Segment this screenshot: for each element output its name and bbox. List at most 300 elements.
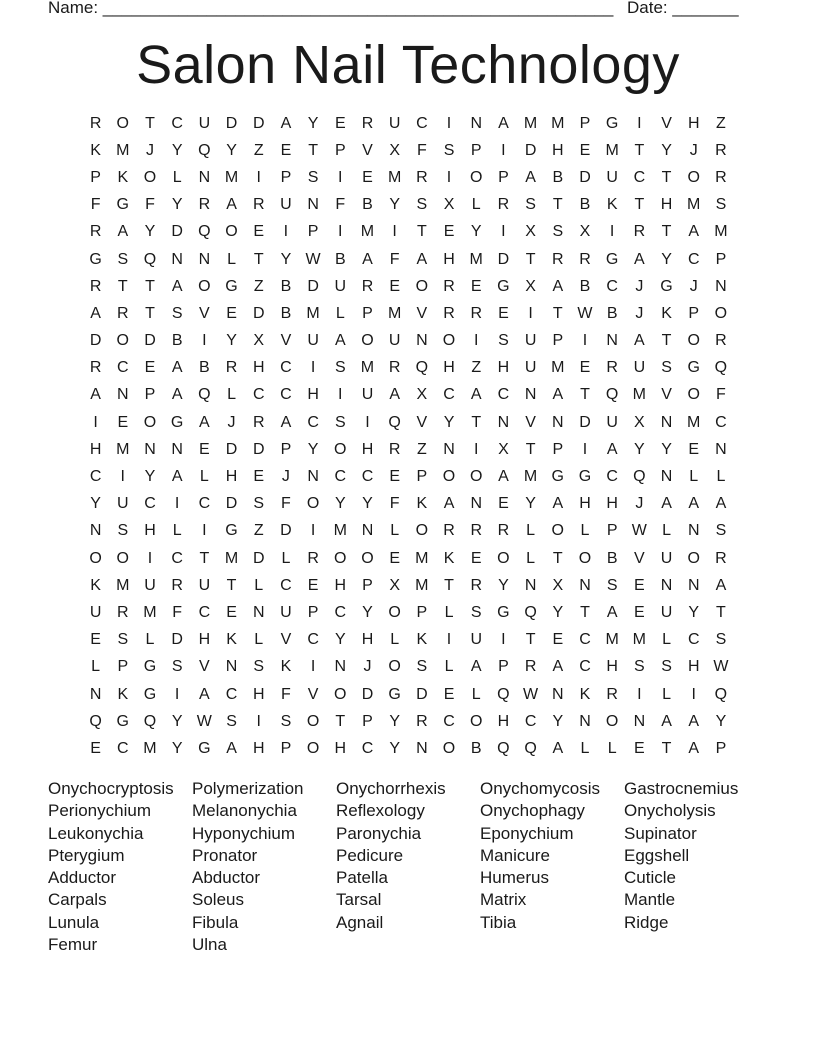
grid-cell[interactable]: M	[687, 413, 701, 431]
grid-cell[interactable]: I	[446, 168, 452, 186]
grid-cell[interactable]: D	[171, 223, 183, 241]
grid-cell[interactable]: Z	[416, 440, 427, 458]
grid-cell[interactable]: M	[523, 114, 538, 132]
grid-cell[interactable]: G	[143, 658, 157, 676]
grid-cell[interactable]: S	[117, 631, 129, 649]
grid-cell[interactable]: C	[280, 386, 292, 404]
grid-cell[interactable]: Q	[89, 712, 102, 730]
grid-cell[interactable]: Y	[334, 631, 346, 649]
grid-cell[interactable]: L	[471, 196, 481, 214]
grid-cell[interactable]: M	[224, 168, 239, 186]
grid-cell[interactable]: R	[89, 359, 102, 377]
grid-cell[interactable]: K	[416, 495, 428, 513]
grid-cell[interactable]: R	[416, 712, 428, 730]
grid-cell[interactable]: V	[280, 332, 292, 350]
grid-cell[interactable]: R	[579, 250, 591, 268]
grid-cell[interactable]: M	[116, 576, 130, 594]
grid-cell[interactable]: U	[388, 114, 401, 132]
grid-cell[interactable]: Q	[415, 359, 429, 377]
grid-cell[interactable]: I	[501, 631, 506, 649]
grid-cell[interactable]: J	[363, 658, 372, 676]
grid-cell[interactable]: R	[633, 223, 646, 241]
grid-cell[interactable]: Y	[661, 250, 672, 268]
grid-cell[interactable]: T	[716, 603, 726, 621]
grid-cell[interactable]: P	[579, 114, 591, 132]
grid-cell[interactable]: R	[606, 685, 618, 703]
grid-cell[interactable]: D	[252, 304, 265, 322]
grid-cell[interactable]: O	[469, 712, 483, 730]
grid-cell[interactable]: T	[444, 576, 454, 594]
grid-cell[interactable]: I	[202, 522, 207, 540]
grid-cell[interactable]: M	[551, 359, 565, 377]
grid-cell[interactable]: T	[226, 576, 237, 594]
grid-cell[interactable]: M	[605, 141, 619, 159]
grid-cell[interactable]: S	[253, 495, 265, 513]
grid-cell[interactable]: O	[469, 468, 483, 486]
grid-cell[interactable]: M	[632, 386, 646, 404]
grid-cell[interactable]: H	[198, 631, 211, 649]
grid-cell[interactable]: A	[552, 277, 564, 295]
grid-cell[interactable]: L	[390, 631, 400, 649]
grid-cell[interactable]: N	[171, 440, 183, 458]
grid-cell[interactable]: S	[280, 712, 292, 730]
grid-cell[interactable]: A	[199, 413, 210, 431]
grid-cell[interactable]: L	[91, 658, 101, 676]
grid-cell[interactable]: X	[579, 223, 591, 241]
grid-cell[interactable]: J	[635, 304, 644, 322]
grid-cell[interactable]: S	[117, 250, 129, 268]
grid-cell[interactable]: Y	[362, 495, 373, 513]
grid-cell[interactable]: P	[90, 168, 101, 186]
grid-cell[interactable]: D	[225, 114, 238, 132]
grid-cell[interactable]: O	[334, 549, 347, 567]
grid-cell[interactable]: F	[172, 603, 183, 621]
grid-cell[interactable]: D	[307, 277, 319, 295]
grid-cell[interactable]: L	[172, 522, 182, 540]
grid-cell[interactable]: Y	[171, 739, 183, 757]
grid-cell[interactable]: R	[388, 440, 401, 458]
grid-cell[interactable]: M	[116, 141, 130, 159]
grid-cell[interactable]: I	[147, 549, 153, 567]
grid-cell[interactable]: T	[580, 386, 590, 404]
grid-cell[interactable]: Y	[661, 141, 672, 159]
grid-cell[interactable]: R	[171, 576, 183, 594]
grid-cell[interactable]: C	[334, 603, 347, 621]
grid-cell[interactable]: I	[93, 413, 98, 431]
grid-cell[interactable]: G	[116, 196, 129, 214]
grid-cell[interactable]: T	[253, 250, 264, 268]
grid-cell[interactable]: K	[443, 549, 455, 567]
grid-cell[interactable]: T	[335, 712, 346, 730]
grid-cell[interactable]: R	[89, 114, 102, 132]
grid-cell[interactable]: Y	[362, 603, 373, 621]
grid-cell[interactable]: A	[171, 468, 183, 486]
grid-cell[interactable]: C	[117, 739, 129, 757]
grid-cell[interactable]: A	[661, 495, 672, 513]
grid-cell[interactable]: C	[606, 468, 618, 486]
grid-cell[interactable]: E	[443, 223, 455, 241]
grid-cell[interactable]: H	[687, 114, 700, 132]
grid-cell[interactable]: H	[361, 631, 374, 649]
grid-cell[interactable]: C	[524, 712, 537, 730]
grid-cell[interactable]: A	[171, 359, 183, 377]
grid-cell[interactable]: Z	[253, 522, 264, 540]
grid-cell[interactable]: N	[171, 250, 183, 268]
grid-cell[interactable]: N	[687, 576, 700, 594]
grid-cell[interactable]: R	[89, 277, 102, 295]
grid-cell[interactable]: S	[525, 196, 536, 214]
grid-cell[interactable]: J	[227, 413, 236, 431]
grid-cell[interactable]: D	[225, 440, 238, 458]
grid-cell[interactable]: Y	[307, 440, 319, 458]
grid-cell[interactable]: A	[470, 386, 482, 404]
grid-cell[interactable]: W	[631, 522, 647, 540]
grid-cell[interactable]: V	[525, 413, 536, 431]
grid-cell[interactable]: K	[117, 685, 129, 703]
grid-cell[interactable]: T	[145, 304, 155, 322]
grid-cell[interactable]: S	[171, 658, 183, 676]
grid-cell[interactable]: F	[281, 685, 291, 703]
grid-cell[interactable]: O	[198, 277, 211, 295]
grid-cell[interactable]: P	[715, 250, 727, 268]
grid-cell[interactable]: A	[606, 440, 618, 458]
grid-cell[interactable]: Y	[688, 603, 700, 621]
grid-cell[interactable]: M	[415, 576, 429, 594]
grid-cell[interactable]: E	[334, 114, 346, 132]
grid-cell[interactable]: O	[442, 332, 456, 350]
grid-cell[interactable]: C	[497, 386, 510, 404]
grid-cell[interactable]: U	[633, 359, 646, 377]
grid-cell[interactable]: C	[687, 250, 700, 268]
grid-cell[interactable]: G	[497, 603, 510, 621]
grid-cell[interactable]: W	[713, 658, 729, 676]
grid-cell[interactable]: A	[661, 712, 672, 730]
grid-cell[interactable]: B	[280, 277, 292, 295]
grid-cell[interactable]: V	[199, 304, 210, 322]
grid-cell[interactable]: C	[89, 468, 102, 486]
grid-cell[interactable]: N	[89, 685, 102, 703]
grid-cell[interactable]: E	[199, 440, 210, 458]
grid-cell[interactable]: V	[280, 631, 292, 649]
grid-cell[interactable]: Y	[715, 712, 727, 730]
grid-cell[interactable]: R	[715, 549, 727, 567]
grid-cell[interactable]: U	[89, 603, 102, 621]
grid-cell[interactable]: W	[523, 685, 539, 703]
grid-cell[interactable]: V	[199, 658, 210, 676]
grid-cell[interactable]: I	[283, 223, 289, 241]
grid-cell[interactable]: I	[582, 440, 588, 458]
grid-cell[interactable]: C	[361, 468, 374, 486]
grid-cell[interactable]: E	[280, 141, 292, 159]
grid-cell[interactable]: N	[524, 386, 537, 404]
grid-cell[interactable]: T	[661, 332, 672, 350]
grid-cell[interactable]: C	[443, 712, 455, 730]
grid-cell[interactable]: I	[310, 522, 316, 540]
grid-cell[interactable]: X	[525, 277, 536, 295]
grid-cell[interactable]: Q	[524, 739, 537, 757]
grid-cell[interactable]: P	[307, 603, 319, 621]
grid-cell[interactable]: C	[633, 168, 646, 186]
grid-cell[interactable]: R	[225, 359, 238, 377]
grid-cell[interactable]: R	[524, 658, 537, 676]
grid-cell[interactable]: S	[443, 141, 455, 159]
grid-cell[interactable]: M	[143, 603, 157, 621]
grid-cell[interactable]: U	[280, 603, 292, 621]
grid-cell[interactable]: D	[524, 141, 537, 159]
grid-cell[interactable]: A	[199, 685, 210, 703]
grid-cell[interactable]: T	[471, 413, 482, 431]
grid-cell[interactable]: M	[714, 223, 728, 241]
grid-cell[interactable]: O	[415, 277, 429, 295]
grid-cell[interactable]: E	[253, 223, 265, 241]
grid-cell[interactable]: K	[579, 685, 591, 703]
grid-cell[interactable]: I	[528, 304, 533, 322]
grid-cell[interactable]: I	[174, 495, 180, 513]
grid-cell[interactable]: A	[498, 468, 509, 486]
grid-cell[interactable]: N	[334, 658, 347, 676]
grid-cell[interactable]: V	[416, 413, 428, 431]
grid-cell[interactable]: R	[715, 168, 727, 186]
grid-cell[interactable]: U	[361, 386, 374, 404]
grid-cell[interactable]: I	[637, 685, 642, 703]
grid-cell[interactable]: S	[715, 631, 727, 649]
grid-cell[interactable]: J	[281, 468, 290, 486]
grid-cell[interactable]: P	[498, 658, 509, 676]
grid-cell[interactable]: R	[470, 304, 482, 322]
grid-cell[interactable]: T	[580, 603, 590, 621]
grid-cell[interactable]: N	[687, 522, 700, 540]
grid-cell[interactable]: E	[226, 304, 237, 322]
grid-cell[interactable]: K	[90, 576, 101, 594]
grid-cell[interactable]: C	[171, 114, 183, 132]
grid-cell[interactable]: N	[660, 576, 673, 594]
grid-cell[interactable]: N	[470, 495, 482, 513]
grid-cell[interactable]: S	[470, 603, 482, 621]
grid-cell[interactable]: Y	[171, 196, 183, 214]
grid-cell[interactable]: R	[497, 196, 510, 214]
grid-cell[interactable]: T	[525, 440, 536, 458]
grid-cell[interactable]: X	[253, 332, 265, 350]
grid-cell[interactable]: N	[660, 413, 673, 431]
grid-cell[interactable]: D	[280, 522, 292, 540]
grid-cell[interactable]: D	[579, 413, 591, 431]
grid-cell[interactable]: J	[145, 141, 154, 159]
grid-cell[interactable]: O	[687, 168, 700, 186]
grid-cell[interactable]: L	[227, 386, 236, 404]
grid-cell[interactable]: N	[552, 685, 564, 703]
grid-cell[interactable]: T	[661, 223, 672, 241]
name-field-label[interactable]: Name: ______________________________________________________	[48, 0, 614, 17]
grid-cell[interactable]: T	[661, 739, 672, 757]
grid-cell[interactable]: Y	[280, 250, 292, 268]
grid-cell[interactable]: A	[280, 114, 292, 132]
grid-cell[interactable]: Z	[253, 141, 264, 159]
grid-cell[interactable]: O	[116, 549, 129, 567]
grid-cell[interactable]: P	[280, 440, 292, 458]
grid-cell[interactable]: E	[688, 440, 700, 458]
grid-cell[interactable]: C	[144, 495, 156, 513]
grid-cell[interactable]: S	[606, 576, 618, 594]
grid-cell[interactable]: K	[606, 196, 618, 214]
grid-cell[interactable]: B	[579, 196, 591, 214]
grid-cell[interactable]: G	[687, 359, 700, 377]
grid-cell[interactable]: F	[145, 196, 155, 214]
grid-cell[interactable]: A	[226, 739, 237, 757]
grid-cell[interactable]: H	[552, 141, 564, 159]
grid-cell[interactable]: O	[116, 332, 129, 350]
grid-cell[interactable]: N	[524, 576, 537, 594]
grid-cell[interactable]: N	[443, 440, 455, 458]
grid-cell[interactable]: O	[388, 603, 401, 621]
grid-cell[interactable]: G	[89, 250, 102, 268]
grid-cell[interactable]: T	[552, 304, 563, 322]
grid-cell[interactable]: M	[687, 196, 701, 214]
grid-cell[interactable]: R	[470, 576, 482, 594]
grid-cell[interactable]: F	[416, 141, 427, 159]
grid-cell[interactable]: P	[307, 223, 319, 241]
grid-cell[interactable]: X	[498, 440, 509, 458]
grid-cell[interactable]: R	[443, 277, 455, 295]
grid-cell[interactable]: I	[338, 223, 343, 241]
grid-cell[interactable]: Y	[552, 712, 564, 730]
grid-cell[interactable]: Y	[634, 440, 645, 458]
grid-cell[interactable]: C	[117, 359, 129, 377]
grid-cell[interactable]: C	[198, 603, 211, 621]
grid-cell[interactable]: A	[117, 223, 129, 241]
grid-cell[interactable]: I	[256, 712, 261, 730]
grid-cell[interactable]: A	[688, 739, 700, 757]
grid-cell[interactable]: D	[497, 250, 510, 268]
grid-cell[interactable]: G	[225, 277, 238, 295]
grid-cell[interactable]: T	[525, 631, 536, 649]
grid-cell[interactable]: Y	[389, 739, 400, 757]
grid-cell[interactable]: K	[661, 304, 672, 322]
grid-cell[interactable]: O	[442, 468, 456, 486]
grid-cell[interactable]: C	[280, 359, 292, 377]
grid-cell[interactable]: I	[338, 386, 343, 404]
grid-cell[interactable]: S	[117, 522, 129, 540]
grid-cell[interactable]: D	[225, 495, 238, 513]
grid-cell[interactable]: H	[361, 440, 374, 458]
grid-cell[interactable]: B	[606, 549, 618, 567]
grid-cell[interactable]: L	[662, 685, 671, 703]
grid-cell[interactable]: G	[551, 468, 564, 486]
grid-cell[interactable]: O	[143, 168, 157, 186]
grid-cell[interactable]: C	[252, 386, 265, 404]
grid-cell[interactable]: A	[634, 250, 645, 268]
grid-cell[interactable]: J	[689, 277, 698, 295]
grid-cell[interactable]: Q	[605, 386, 619, 404]
grid-cell[interactable]: Y	[334, 495, 346, 513]
grid-cell[interactable]: D	[89, 332, 102, 350]
grid-cell[interactable]: H	[89, 440, 102, 458]
grid-cell[interactable]: M	[605, 631, 619, 649]
grid-cell[interactable]: Y	[226, 141, 237, 159]
grid-cell[interactable]: A	[552, 739, 564, 757]
grid-cell[interactable]: R	[89, 223, 102, 241]
grid-cell[interactable]: T	[634, 196, 645, 214]
grid-cell[interactable]: R	[252, 413, 265, 431]
grid-cell[interactable]: O	[687, 386, 700, 404]
grid-cell[interactable]: A	[498, 114, 509, 132]
grid-cell[interactable]: O	[334, 685, 347, 703]
grid-cell[interactable]: R	[117, 603, 129, 621]
grid-cell[interactable]: E	[579, 141, 591, 159]
grid-cell[interactable]: M	[387, 168, 402, 186]
grid-cell[interactable]: U	[334, 277, 347, 295]
grid-cell[interactable]: U	[660, 549, 673, 567]
grid-cell[interactable]: S	[171, 304, 183, 322]
grid-cell[interactable]: R	[361, 277, 374, 295]
grid-cell[interactable]: R	[117, 304, 129, 322]
grid-cell[interactable]: V	[661, 386, 672, 404]
grid-cell[interactable]: L	[199, 468, 209, 486]
grid-cell[interactable]: O	[469, 168, 483, 186]
grid-cell[interactable]: G	[198, 739, 211, 757]
grid-cell[interactable]: X	[634, 413, 645, 431]
grid-cell[interactable]: N	[497, 413, 510, 431]
grid-cell[interactable]: T	[634, 141, 645, 159]
grid-cell[interactable]: Z	[716, 114, 726, 132]
grid-cell[interactable]: S	[416, 196, 428, 214]
grid-cell[interactable]: Q	[143, 712, 157, 730]
grid-cell[interactable]: L	[254, 631, 264, 649]
grid-cell[interactable]: P	[416, 603, 428, 621]
grid-cell[interactable]: N	[198, 168, 211, 186]
grid-cell[interactable]: H	[687, 658, 700, 676]
grid-cell[interactable]: W	[305, 250, 321, 268]
grid-cell[interactable]: K	[117, 168, 129, 186]
grid-cell[interactable]: H	[606, 658, 618, 676]
grid-cell[interactable]: V	[416, 304, 428, 322]
grid-cell[interactable]: Y	[171, 141, 183, 159]
grid-cell[interactable]: A	[226, 196, 237, 214]
grid-cell[interactable]: E	[389, 549, 400, 567]
grid-cell[interactable]: A	[171, 277, 183, 295]
grid-cell[interactable]: I	[174, 685, 180, 703]
grid-cell[interactable]: G	[605, 114, 619, 132]
grid-cell[interactable]: N	[252, 603, 265, 621]
grid-cell[interactable]: Z	[253, 277, 264, 295]
grid-cell[interactable]: O	[143, 413, 157, 431]
grid-cell[interactable]: A	[362, 250, 373, 268]
grid-cell[interactable]: E	[144, 359, 156, 377]
grid-cell[interactable]: S	[334, 359, 346, 377]
grid-cell[interactable]: B	[280, 304, 292, 322]
grid-cell[interactable]: N	[660, 468, 673, 486]
grid-cell[interactable]: Q	[198, 141, 211, 159]
grid-cell[interactable]: T	[661, 168, 672, 186]
grid-cell[interactable]: S	[715, 196, 727, 214]
grid-cell[interactable]: A	[688, 495, 700, 513]
grid-cell[interactable]: X	[525, 223, 536, 241]
grid-cell[interactable]: F	[335, 196, 346, 214]
grid-cell[interactable]: R	[443, 304, 455, 322]
grid-cell[interactable]: L	[335, 304, 345, 322]
grid-cell[interactable]: H	[443, 359, 455, 377]
grid-cell[interactable]: P	[416, 468, 428, 486]
grid-cell[interactable]: Q	[497, 685, 510, 703]
grid-cell[interactable]: S	[226, 712, 237, 730]
grid-cell[interactable]: U	[388, 332, 401, 350]
grid-cell[interactable]: L	[172, 168, 182, 186]
grid-cell[interactable]: C	[579, 658, 591, 676]
grid-cell[interactable]: Y	[470, 223, 482, 241]
grid-cell[interactable]: I	[310, 359, 316, 377]
grid-cell[interactable]: Y	[498, 576, 509, 594]
grid-cell[interactable]: Y	[443, 413, 455, 431]
grid-cell[interactable]: A	[443, 495, 455, 513]
